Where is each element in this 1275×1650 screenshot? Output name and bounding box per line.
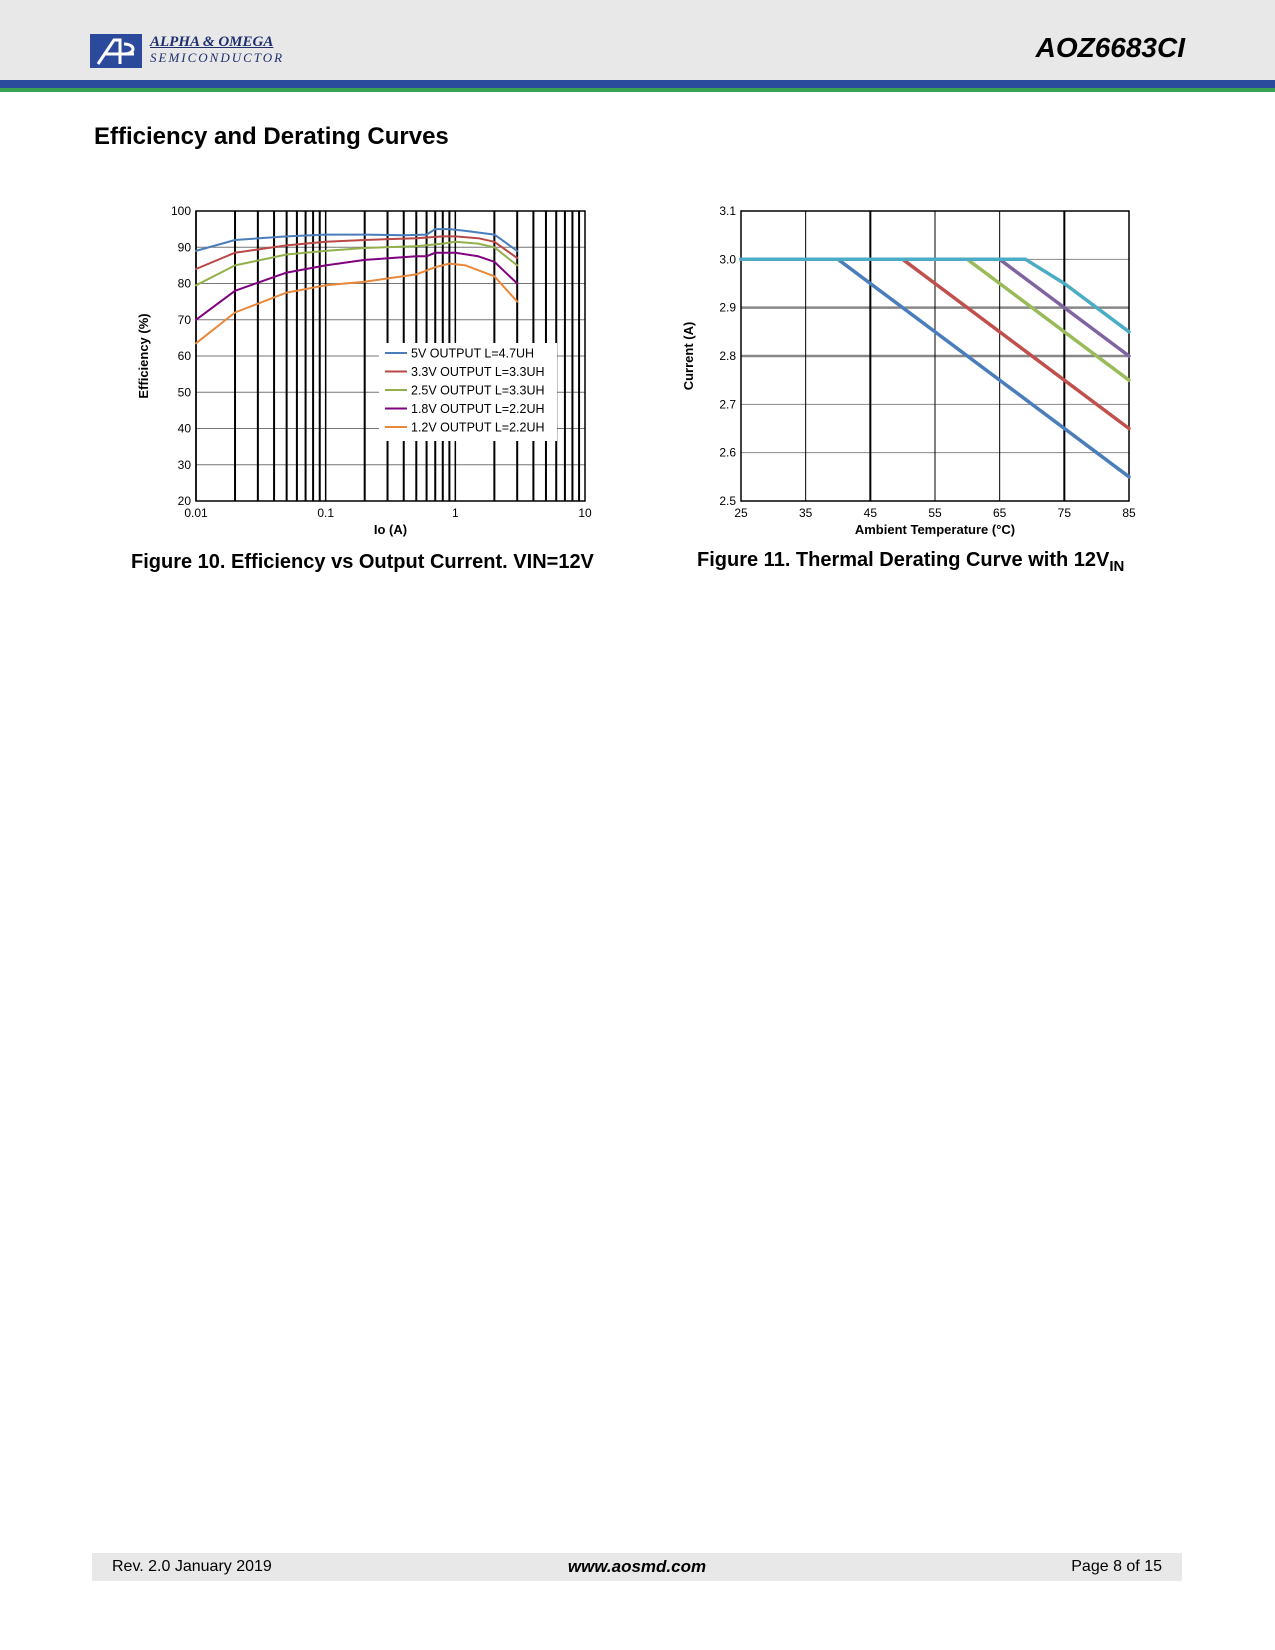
y-tick-label: 50 [177, 385, 191, 400]
x-axis-label: Ambient Temperature (°C) [854, 522, 1016, 537]
x-tick-label: 65 [992, 506, 1007, 520]
header-divider-green [0, 88, 1275, 92]
derating-chart [670, 195, 1150, 545]
x-tick-label: 45 [863, 506, 878, 520]
y-tick-label: 40 [177, 421, 191, 436]
legend-label: 5V OUTPUT L=4.7UH [411, 346, 535, 361]
efficiency-chart [125, 195, 605, 545]
y-tick-label: 60 [177, 349, 191, 363]
x-tick-label: 25 [734, 506, 748, 520]
page-footer [92, 1553, 1182, 1581]
page-header [0, 0, 1275, 80]
figure-10-caption: Figure 10. Efficiency vs Output Current. VIN=12V [131, 551, 594, 573]
section-title: Efficiency and Derating Curves [94, 123, 449, 150]
y-tick-label: 2.7 [719, 397, 736, 412]
y-tick-label: 20 [177, 494, 191, 508]
y-tick-label: 2.5 [719, 494, 736, 508]
y-tick-label: 90 [177, 240, 191, 255]
page-number: Page 8 of 15 [1071, 1558, 1162, 1575]
legend-label: 3.3V OUTPUT L=3.3UH [411, 365, 545, 379]
y-tick-label: 3.0 [719, 252, 736, 267]
series-line [196, 242, 517, 285]
y-tick-label: 3.1 [719, 204, 736, 218]
legend-label: 2.5V OUTPUT L=3.3UH [411, 383, 545, 398]
company-name: ALPHA & OMEGA [150, 34, 274, 50]
part-number: AOZ6683CI [1035, 32, 1185, 63]
figure-11-caption-text: Figure 11. Thermal Derating Curve with 12V [697, 549, 1110, 571]
y-tick-label: 30 [177, 457, 191, 472]
x-tick-label: 1 [451, 506, 459, 520]
x-tick-label: 85 [1122, 506, 1136, 520]
revision-text: Rev. 2.0 January 2019 [112, 1558, 272, 1575]
x-tick-label: 0.01 [184, 506, 208, 520]
series-line [196, 264, 517, 344]
y-tick-label: 100 [170, 204, 191, 218]
y-tick-label: 70 [177, 312, 191, 327]
y-axis-label: Current (A) [681, 321, 696, 391]
legend-label: 1.8V OUTPUT L=2.2UH [411, 402, 545, 416]
derating-figure [670, 195, 1150, 545]
x-tick-label: 55 [928, 506, 942, 520]
website-link[interactable]: www.aosmd.com [567, 1557, 707, 1576]
figure-11-caption [697, 549, 1124, 575]
y-tick-label: 2.9 [719, 300, 736, 315]
x-tick-label: 35 [798, 506, 813, 520]
y-tick-label: 2.8 [719, 349, 736, 363]
x-axis-label: Io (A) [373, 522, 408, 537]
x-tick-label: 75 [1057, 506, 1072, 520]
x-tick-label: 10 [578, 506, 592, 520]
figure-11-caption-subscript: IN [1109, 558, 1125, 575]
aos-logo-icon [90, 34, 142, 68]
legend-label: 1.2V OUTPUT L=2.2UH [411, 420, 545, 435]
header-divider-blue [0, 80, 1275, 88]
y-axis-label: Efficiency (%) [136, 313, 151, 399]
x-tick-label: 0.1 [317, 506, 335, 520]
y-tick-label: 2.6 [719, 445, 736, 460]
company-subtitle: SEMICONDUCTOR [150, 50, 285, 65]
efficiency-figure [125, 195, 605, 545]
y-tick-label: 80 [177, 276, 191, 291]
